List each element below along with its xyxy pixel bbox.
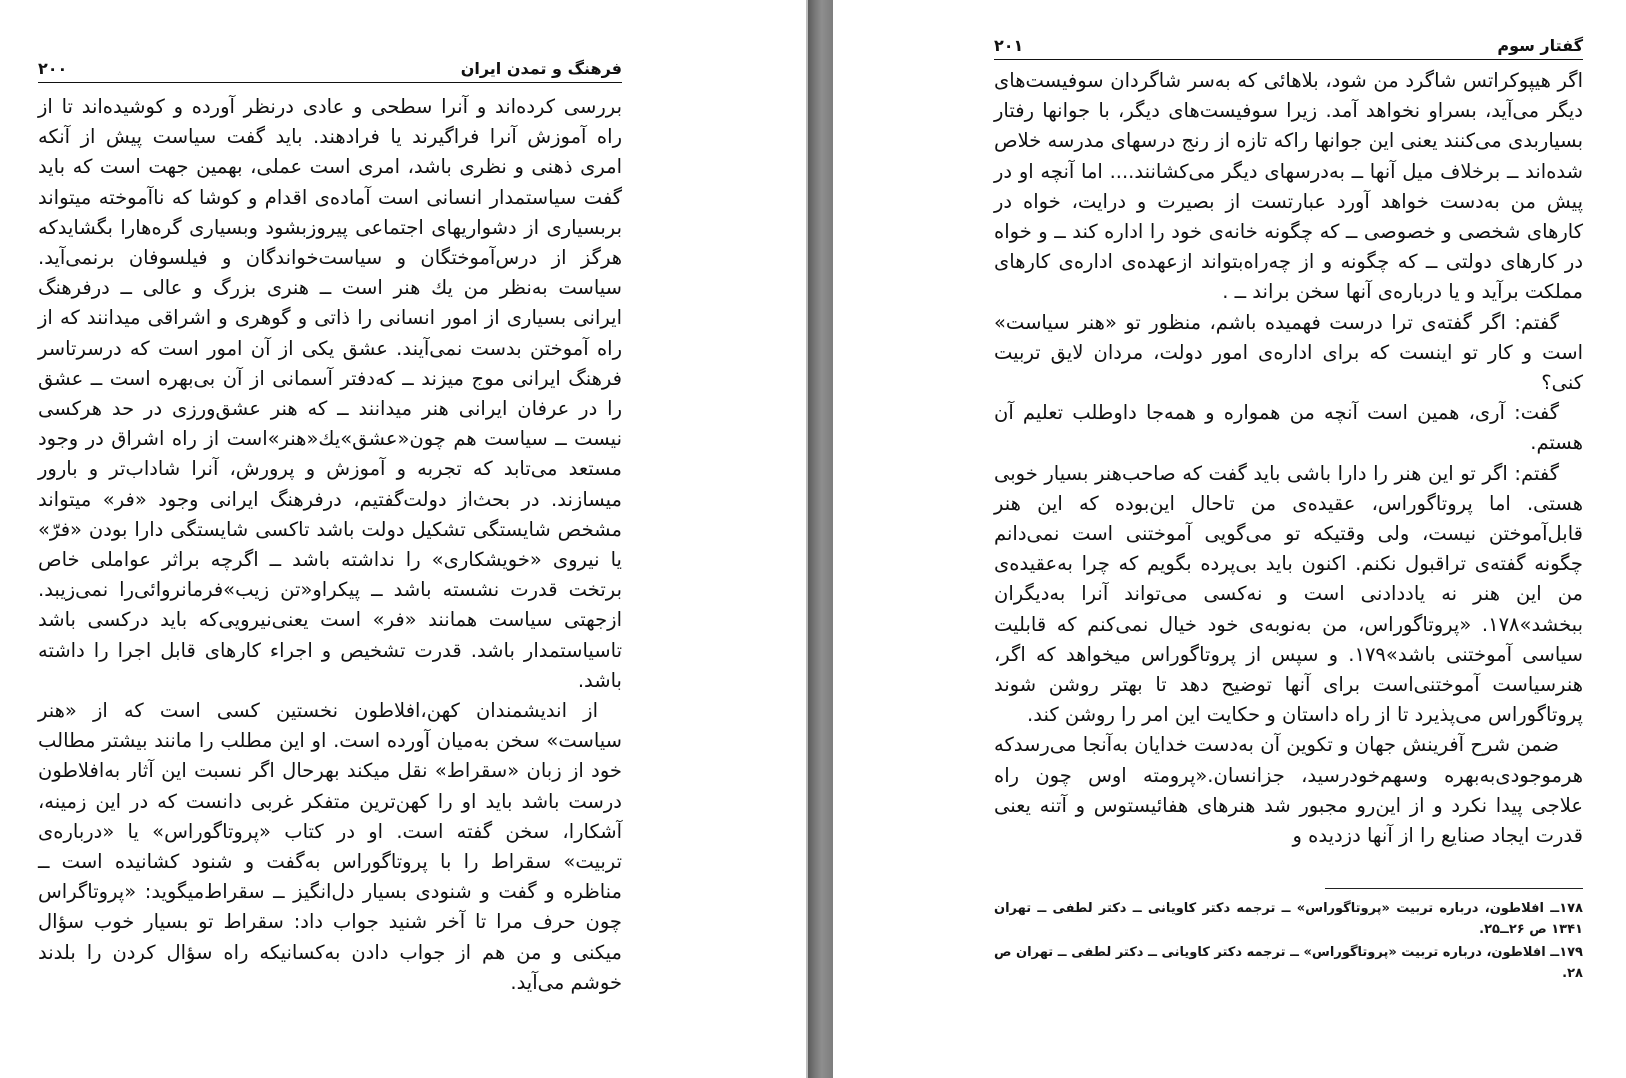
paragraph: اگر هیپوکراتس شاگرد من شود، بلاهائی که به‌سر شاگردان سوفیست‌های دیگر می‌آید، بسراو نخواهد آمد. زیرا سوفیست‌های دیگر، با جوانها رفتار بسیاربدی می‌کنند یعنی این جوانها راکه تازه از رنج درسهای مدرسه خلاص شده‌اند ــ برخلاف میل آنها ــ به‌درسهای دیگر می‌کشانند.... اما آنچه او در پیش من به‌دست خواهد آورد عبارتست از بصیرت و درایت، خواه در کارهای شخصی و خصوصی ــ که چگونه خانه‌ی خود را اداره کند ــ و خواه در کارهای دولتی ــ که چگونه و از چه‌راه‌بتواند ازعهده‌ی اداره‌ی کارهای مملکت برآید و یا درباره‌ی آنها سخن براند ــ . bbox=[994, 69, 1583, 304]
paragraph: گفتم: اگر گفته‌ی ترا درست فهمیده باشم، منظور تو «هنر سیاست» است و کار تو اینست که برای اداره‌ی امور دولت، مردان لایق تربیت کنی؟ bbox=[994, 310, 1583, 395]
page-number: ۲۰۰ bbox=[38, 59, 68, 78]
header-rule bbox=[994, 59, 1583, 60]
paragraph: ضمن شرح آفرینش جهان و تکوین آن به‌دست خدایان به‌آنجا می‌رسدکه هرموجودی‌به‌بهره وسهم‌خودرسید، جزانسان.«پرومته اوس چون راه علاجی پیدا نکرد و از این‌رو مجبور شد هنرهای هفائیستوس و آتنه یعنی قدرت ایجاد صنایع را از آنها دزدیده و bbox=[994, 733, 1583, 848]
paragraph: گفتم: اگر تو این هنر را دارا باشی باید گفت که صاحب‌هنر بسیار خوبی هستی. اما پروتاگوراس، عقیده‌ی من تاحال این‌بوده که این هنر قابل‌آموختن نیست، ولی وقتیکه تو می‌گویی آموختنی است نمی‌دانم چگونه گفته‌ی تراقبول نکنم. اکنون باید بی‌پرده بگویم که چرا به‌عقیده‌ی من این هنر نه یاددادنی است و نه‌کسی می‌تواند آنرا به‌دیگران ببخشد»۱۷۸. «پروتاگوراس، من به‌نوبه‌ی خود خیال نمی‌کنم که قابلیت سیاسی آموختنی باشد»۱۷۹. و سپس از پروتاگوراس میخواهد که اگر، هنرسیاست آموختنی‌است برای آنها توضیح دهد تا بهتر روشن شوند پروتاگوراس می‌پذیرد تا از راه داستان و حکایت این امر را روشن کند. bbox=[994, 461, 1583, 727]
running-title: فرهنگ و تمدن ایران bbox=[460, 59, 622, 78]
right-page bbox=[833, 0, 1626, 1078]
body-text bbox=[994, 66, 1583, 851]
running-title: گفتار سوم bbox=[1497, 36, 1583, 55]
paragraph: بررسی کرده‌اند و آنرا سطحی و عادی درنظر آورده و کوشیده‌اند تا از راه آموزش آنرا فراگیرند یا فرادهند. باید گفت سیاست پیش از آنکه امری ذهنی و نظری باشد، امری است عملی، بهمین جهت است که باید گفت سیاستمدار انسانی است آماده‌ی اقدام و کوشا که ناآموخته میتواند بربسیاری از دشواریهای اجتماعی پیروزبشود وبسیاری گره‌هارا بگشایدکه هرگز از درس‌آموختگان و سیاست‌خواندگان و فیلسوفان برنمی‌آید. سیاست به‌نظر من یك هنر است ــ هنری بزرگ و عالی ــ درفرهنگ ایرانی بسیاری از امور انسانی را ذاتی و گوهری و اشراقی میدانند که از راه آموختن بدست نمی‌آیند. عشق یکی از آن امور است که درسرتاسر فرهنگ ایرانی موج میزند ــ که‌دفتر آسمانی از آن بی‌بهره است ــ عشق را در عرفان ایرانی هنر میدانند ــ که هنر عشق‌ورزی در حد هرکسی نیست ــ سیاست هم چون‌«عشق»یك«هنر»است از راه اشراق در وجود مستعد می‌تابد که تجربه و آموزش و پرورش، آنرا شاداب‌تر و بارور میسازند. در بحث‌از دولت‌گفتیم، درفرهنگ ایرانی وجود «فر» میتواند مشخص شایستگی تشکیل دولت باشد تاکسی شایستگی دارا بودن «فرّ» یا نیروی «خویشکاری» را نداشته باشد ــ اگرچه براثر عواملی خاص برتخت قدرت نشسته باشد ــ پیکراو«تن زیب»فرمانروائی‌را نمی‌زیبد. ازجهتی سیاست همانند «فر» است یعنی‌نیرویی‌که باید درکسی باشد تاسیاستمدار باشد. قدرت تشخیص و اجراء کارهای قابل اجرا را داشته باشد. bbox=[38, 95, 622, 692]
page-number: ۲۰۱ bbox=[994, 36, 1024, 55]
left-page bbox=[0, 0, 808, 1078]
footnotes bbox=[994, 898, 1583, 986]
footnote-rule bbox=[1325, 888, 1583, 889]
paragraph: گفت: آری، همین است آنچه من همواره و همه‌جا داوطلب تعلیم آن هستم. bbox=[994, 401, 1583, 455]
book-gutter bbox=[808, 0, 833, 1078]
header-rule bbox=[38, 82, 622, 83]
body-text bbox=[38, 92, 622, 998]
footnote: ۱۷۸ــ افلاطون، درباره تربیت «پروتاگوراس» ــ ترجمه دکتر کاویانی ــ دکتر لطفی ــ تهران ۱۳۴۱ ص ۲۶ــ۲۵. bbox=[994, 901, 1583, 937]
paragraph: از اندیشمندان کهن،افلاطون نخستین کسی است که از «هنر سیاست» سخن به‌میان آورده است. او این مطلب را مانند بیشتر مطالب خود از زبان «سقراط» نقل میکند بهرحال اگر نسبت این آثار به‌افلاطون درست باشد باید او را کهن‌ترین متفکر غربی دانست که در این زمینه، آشکارا، سخن گفته است. او در کتاب «پروتاگوراس» یا «درباره‌ی تربیت» سقراط را با پروتاگوراس به‌گفت و شنود کشانیده است ــ مناظره و گفت و شنودی بسیار دل‌انگیز ــ سقراط‌میگوید: «پروتاگراس چون حرف مرا تا آخر شنید جواب داد: سقراط تو بسیار خوب سؤال میکنی و من هم از جواب دادن به‌کسانیکه راه سؤال کردن را بلدند خوشم می‌آید. bbox=[38, 699, 622, 994]
page-header bbox=[38, 50, 622, 82]
page-header bbox=[994, 27, 1583, 59]
footnote: ۱۷۹ــ افلاطون، درباره تربیت «پروتاگوراس» ــ ترجمه دکتر کاویانی ــ دکتر لطفی ــ تهران ص ۲۸. bbox=[994, 945, 1583, 981]
